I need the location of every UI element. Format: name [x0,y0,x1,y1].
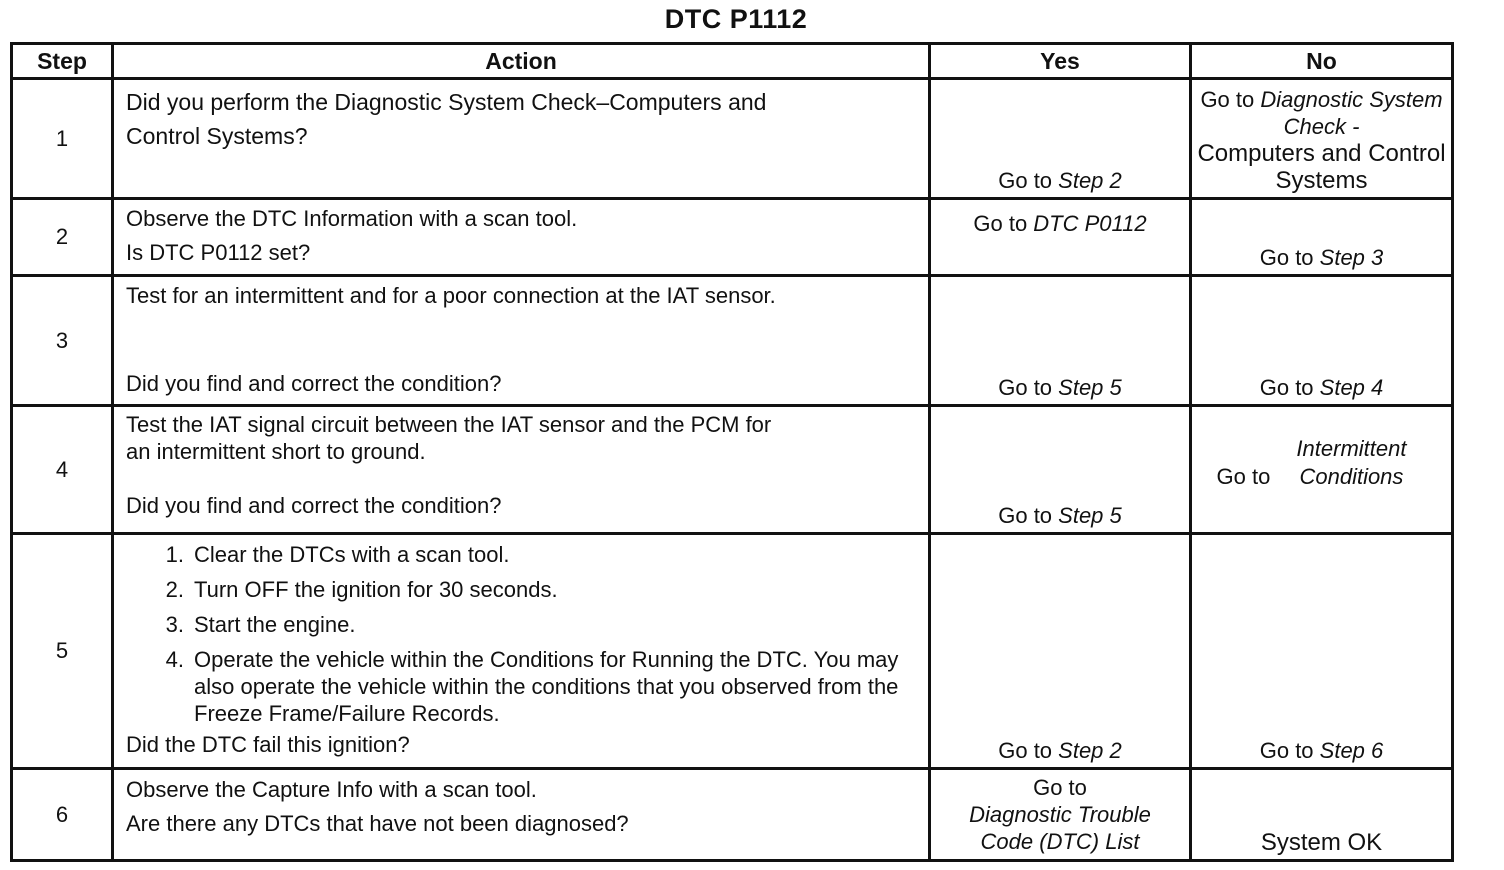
list-text: Clear the DTCs with a scan tool. [194,542,510,567]
table-row [12,769,1453,861]
action-text: Did you find and correct the condition? [126,493,502,518]
list-number: 3. [165,612,184,637]
goto-prefix: Go to [1200,87,1261,112]
no-cell [1191,199,1453,276]
yes-cell [930,79,1191,199]
list-text: Start the engine. [194,612,356,637]
procedure-list [126,541,918,727]
no-text: System OK [1260,829,1383,856]
table-row [12,276,1453,406]
yes-cell [930,276,1191,406]
step-number: 1 [12,79,113,199]
goto-link[interactable]: Diagnostic Trouble Code (DTC) List [969,802,1151,854]
action-text: Observe the DTC Information with a scan tool. [126,206,578,231]
dtc-table [10,42,1454,862]
list-item [126,646,918,727]
goto-link[interactable]: DTC P0112 [1033,211,1147,236]
step-number: 3 [12,276,113,406]
no-cell [1191,406,1453,534]
action-text: Are there any DTCs that have not been diagnosed? [126,811,629,836]
header-action: Action [113,44,930,79]
yes-cell [930,406,1191,534]
no-cell [1191,534,1453,769]
yes-cell [930,534,1191,769]
table-row [12,199,1453,276]
action-text: Did the DTC fail this ignition? [126,732,410,757]
action-cell [113,534,930,769]
action-text: Control Systems? [126,123,308,149]
yes-cell [930,199,1191,276]
step-number: 5 [12,534,113,769]
goto-link[interactable]: Step 6 [1319,738,1384,763]
goto-link[interactable]: Step 5 [1058,375,1122,400]
header-row [12,44,1453,79]
step-number: 2 [12,199,113,276]
header-no: No [1191,44,1453,79]
list-text: Operate the vehicle within the Conditions for Running the DTC. You may also operate the vehicle within the conditions that you observed from the Freeze Frame/Failure Records. [194,647,899,726]
page-title: DTC P1112 [664,4,808,34]
goto-prefix: Go to [1033,775,1087,800]
step-number: 6 [12,769,113,861]
goto-link[interactable]: Step 2 [1058,168,1122,193]
goto-prefix: Go to [998,375,1059,400]
goto-prefix: Go to [1216,463,1277,489]
action-cell [113,406,930,534]
list-number: 2. [165,577,184,602]
header-step: Step [12,44,113,79]
goto-prefix: Go to [998,503,1059,528]
action-cell [113,199,930,276]
header-yes: Yes [930,44,1191,79]
table-row [12,406,1453,534]
list-number: 4. [165,647,184,672]
goto-prefix: Go to [1259,245,1320,270]
action-cell [113,276,930,406]
goto-link[interactable]: Step 2 [1058,738,1122,763]
action-cell [113,769,930,861]
step-number: 4 [12,406,113,534]
table-row [12,534,1453,769]
action-text: Observe the Capture Info with a scan tool. [126,777,537,802]
no-cell [1191,769,1453,861]
goto-link[interactable]: Diagnostic System Check - [1260,87,1443,139]
goto-prefix: Go to [1259,375,1320,400]
action-text: Is DTC P0112 set? [126,240,311,265]
goto-prefix: Go to [1259,738,1320,763]
goto-link[interactable]: Step 5 [1058,503,1122,528]
list-number: 1. [165,542,184,567]
goto-prefix: Go to [973,211,1034,236]
action-text: Did you perform the Diagnostic System Check–Computers and [126,89,767,115]
list-item [126,611,918,638]
list-item [126,576,918,603]
action-text: an intermittent short to ground. [126,439,426,464]
list-text: Turn OFF the ignition for 30 seconds. [194,577,558,602]
no-cell [1191,276,1453,406]
goto-prefix: Go to [998,168,1059,193]
no-cell [1191,79,1453,199]
goto-link[interactable]: Intermittent Conditions [1296,435,1407,489]
table-row [12,79,1453,199]
goto-link[interactable]: Step 4 [1319,375,1384,400]
goto-link[interactable]: Step 3 [1319,245,1384,270]
action-cell [113,79,930,199]
list-item [126,541,918,568]
action-text: Test the IAT signal circuit between the IAT sensor and the PCM for [126,412,772,437]
goto-suffix: Computers and Control Systems [1197,140,1446,194]
action-text: Test for an intermittent and for a poor connection at the IAT sensor. [126,283,776,308]
goto-prefix: Go to [998,738,1059,763]
action-text: Did you find and correct the condition? [126,371,502,396]
yes-cell [930,769,1191,861]
